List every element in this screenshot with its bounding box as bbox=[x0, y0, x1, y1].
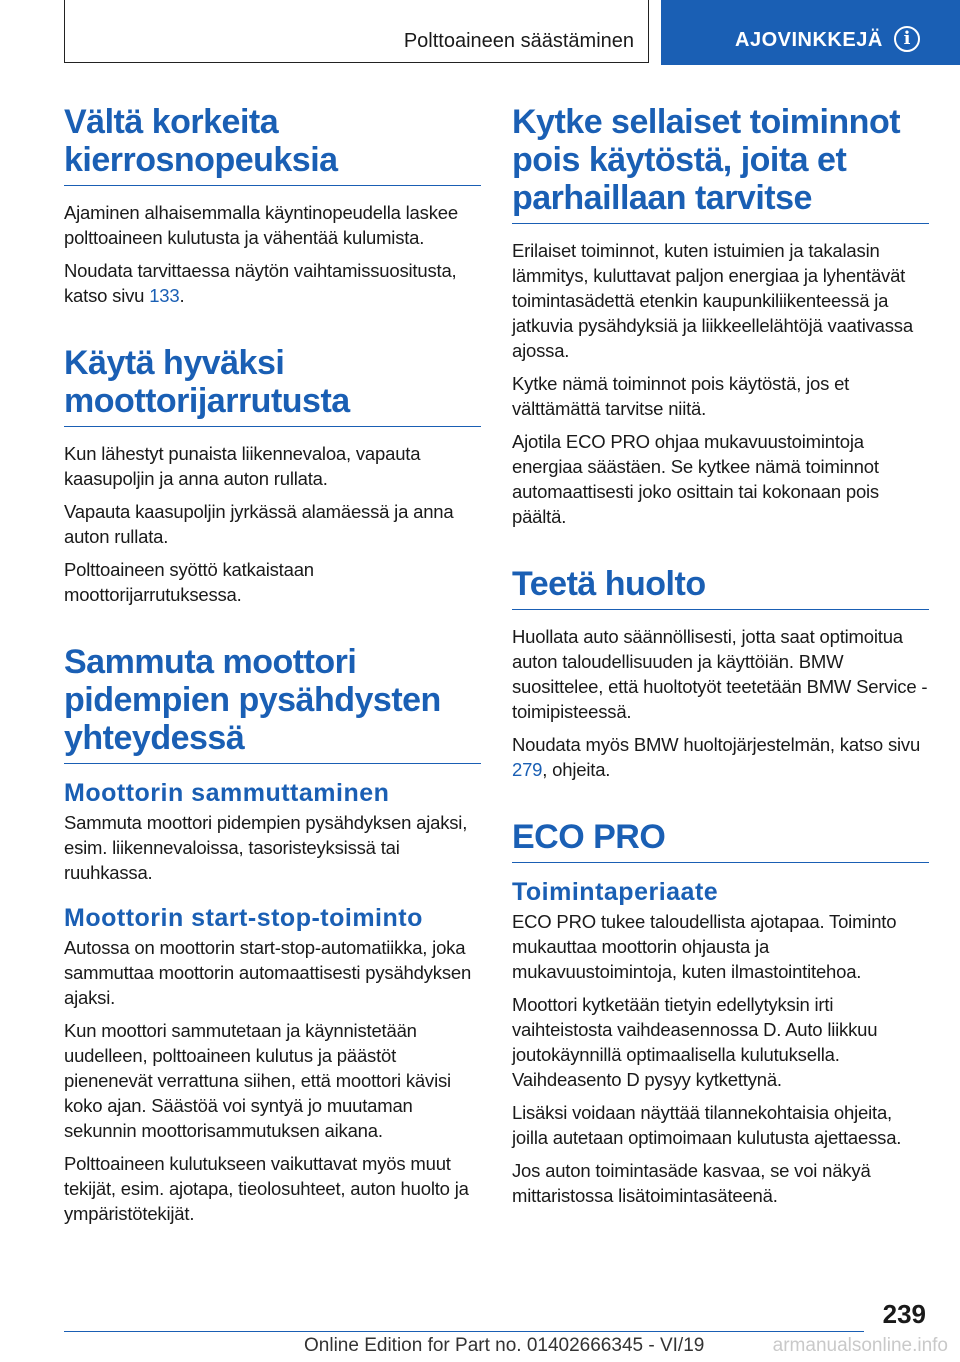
paragraph: Noudata myös BMW huoltojärjestelmän, katso sivu 279, ohjeita. bbox=[512, 734, 921, 780]
section-heading: Sammuta moottori pidempien pysähdysten yhteydessä bbox=[64, 643, 441, 757]
header-section-box bbox=[64, 0, 649, 63]
section-divider bbox=[512, 862, 929, 863]
section-divider bbox=[512, 609, 929, 610]
paragraph: Sammuta moottori pidempien pysähdyksen ajaksi, esim. liikennevaloissa, tasoristeyksissä tai ruuhkassa. bbox=[64, 812, 468, 883]
info-icon: i bbox=[894, 26, 920, 52]
header-section-title: Polttoaineen säästäminen bbox=[403, 30, 634, 52]
paragraph: Kun lähestyt punaista liikennevaloa, vapauta kaasupoljin ja anna auton rullata. bbox=[64, 443, 421, 489]
section-heading: Käytä hyväksi moottorijarrutusta bbox=[64, 344, 350, 420]
paragraph: Polttoaineen syöttö katkaistaan moottorijarrutuksessa. bbox=[64, 559, 314, 605]
subsection-heading: Moottorin start-stop-toiminto bbox=[64, 904, 423, 932]
paragraph: Ajaminen alhaisemmalla käyntinopeudella laskee polttoaineen kulutusta ja vähentää kulumista. bbox=[64, 202, 458, 248]
paragraph: Autossa on moottorin start-stop-automatiikka, joka sammuttaa moottorin automaattisesti pysähdyksen ajaksi. bbox=[64, 937, 472, 1008]
section-divider bbox=[64, 763, 481, 764]
paragraph: Erilaiset toiminnot, kuten istuimien ja takalasin lämmitys, kuluttavat paljon energiaa ja lyhentävät toimintasädettä etenkin kaupunkiliikenteessä ja jatkuvia pysähdyksiä ja liikkeellelähtöjä vaativassa ajossa. bbox=[512, 240, 913, 361]
paragraph: Ajotila ECO PRO ohjaa mukavuustoimintoja energiaa säästäen. Se kytkee nämä toiminnot automaattisesti joko osittain tai kokonaan pois päältä. bbox=[512, 431, 879, 527]
paragraph: Kytke nämä toiminnot pois käytöstä, jos et välttämättä tarvitse niitä. bbox=[512, 373, 850, 419]
section-divider bbox=[64, 185, 481, 186]
paragraph: Huollata auto säännöllisesti, jotta saat optimoitua auton taloudellisuuden ja käyttöiän. BMW suosittelee, että huoltotyöt teetetään BMW Service -toimipisteessä. bbox=[512, 626, 928, 722]
chapter-tab-label: AJOVINKKEJÄ bbox=[735, 29, 883, 51]
page-link-133[interactable]: 133 bbox=[149, 285, 180, 306]
watermark: armanualsonline.info bbox=[772, 1335, 948, 1356]
section-heading: Kytke sellaiset toiminnot pois käytöstä, joita et parhaillaan tarvitse bbox=[512, 103, 901, 217]
section-heading: ECO PRO bbox=[512, 818, 666, 856]
section-heading: Teetä huolto bbox=[512, 565, 706, 603]
paragraph: ECO PRO tukee taloudellista ajotapaa. Toiminto mukauttaa moottorin ohjausta ja mukavuustoimintoja, kuten ilmastointitehoa. bbox=[512, 911, 897, 982]
paragraph: Kun moottori sammutetaan ja käynnistetään uudelleen, polttoaineen kulutus ja päästöt pienenevät verrattuna siihen, että moottori kävisi koko ajan. Säästöä voi syntyä jo muutaman sekunnin moottorisammutuksen aikana. bbox=[64, 1020, 451, 1141]
paragraph: Jos auton toimintasäde kasvaa, se voi näkyä mittaristossa lisätoimintasäteenä. bbox=[512, 1160, 871, 1206]
section-divider bbox=[64, 426, 481, 427]
right-column bbox=[512, 103, 929, 1216]
paragraph: Vapauta kaasupoljin jyrkässä alamäessä ja anna auton rullata. bbox=[64, 501, 454, 547]
header-chapter-tab[interactable] bbox=[661, 0, 960, 65]
paragraph: Noudata tarvittaessa näytön vaihtamissuositusta, katso sivu 133. bbox=[64, 260, 457, 306]
paragraph: Moottori kytketään tietyin edellytyksin irti vaihteistosta vaihdeasennossa D. Auto liikkuu joutokäynnillä optimaalisella kulutuksella. Vaihdeasento D pysyy kytkettynä. bbox=[512, 994, 878, 1090]
page-number: 239 bbox=[882, 1299, 926, 1329]
footer-divider bbox=[64, 1331, 864, 1332]
section-divider bbox=[512, 223, 929, 224]
footer-edition: Online Edition for Part no. 01402666345 - VI/19 bbox=[304, 1335, 705, 1356]
paragraph: Polttoaineen kulutukseen vaikuttavat myös muut tekijät, esim. ajotapa, tieolosuhteet, auton huolto ja ympäristötekijät. bbox=[64, 1153, 469, 1224]
subsection-heading: Toimintaperiaate bbox=[512, 878, 719, 906]
subsection-heading: Moottorin sammuttaminen bbox=[64, 779, 390, 807]
section-heading: Vältä korkeita kierrosnopeuksia bbox=[64, 103, 338, 179]
page-link-279[interactable]: 279 bbox=[512, 759, 543, 780]
paragraph: Lisäksi voidaan näyttää tilannekohtaisia ohjeita, joilla autetaan optimoimaan kulutusta ajettaessa. bbox=[512, 1102, 902, 1148]
left-column bbox=[64, 103, 481, 1234]
